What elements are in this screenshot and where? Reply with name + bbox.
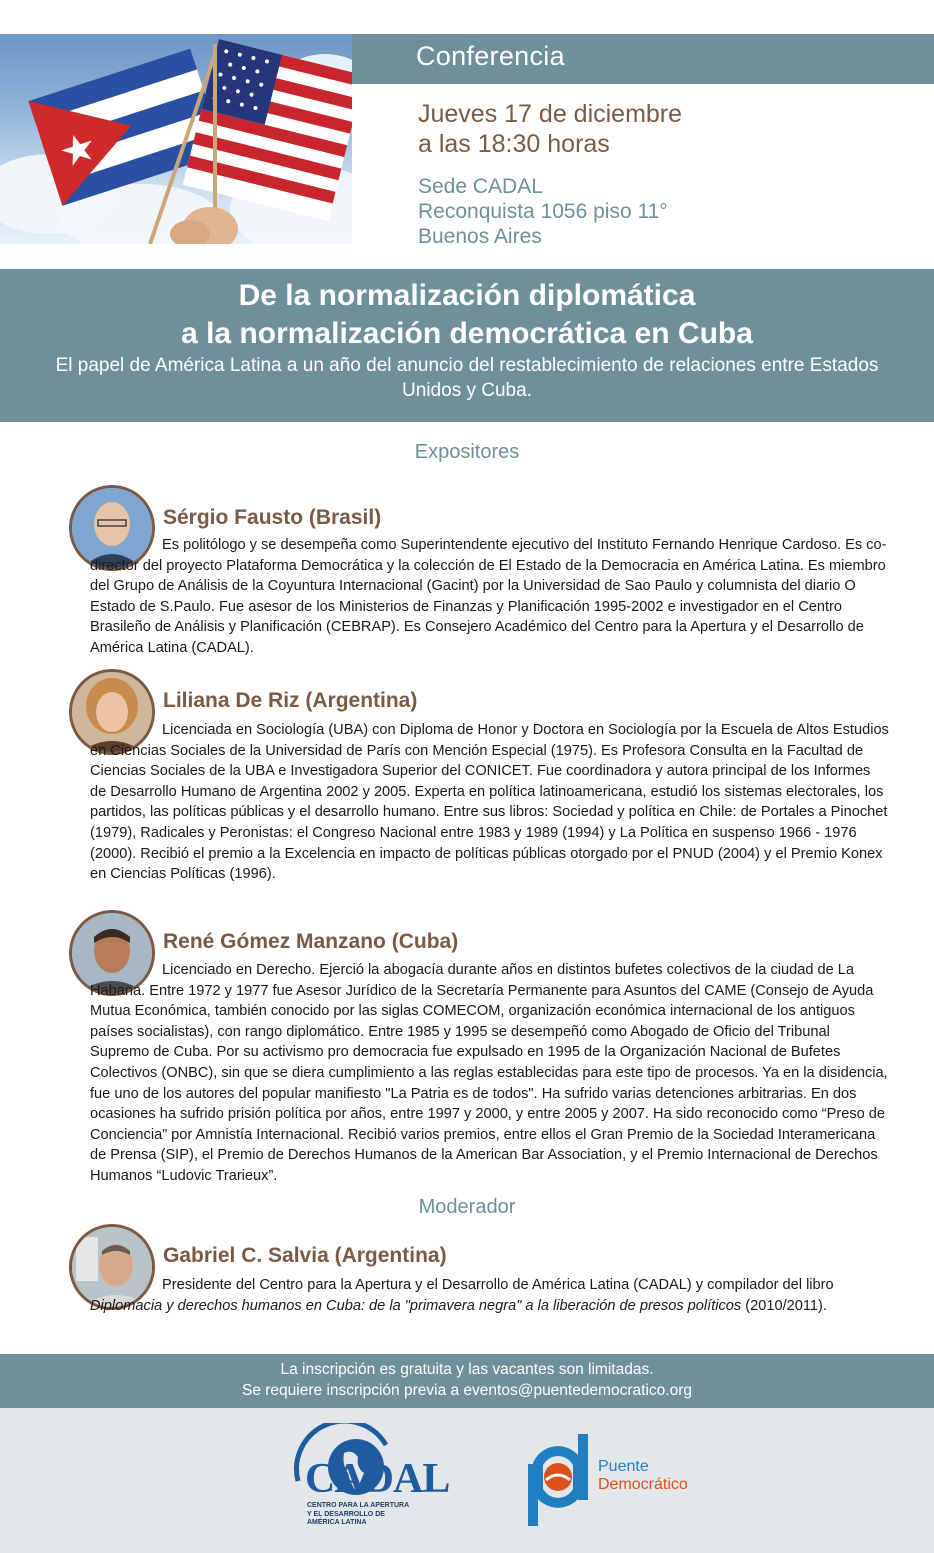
- pd-logo-word-2: Democrático: [598, 1476, 688, 1493]
- speakers-heading: Expositores: [414, 441, 520, 463]
- logo-band: [0, 1408, 934, 1553]
- event-date: [418, 99, 682, 159]
- event-venue: [418, 174, 668, 249]
- cadal-sub-line: CENTRO PARA LA APERTURA: [307, 1502, 410, 1509]
- pd-logo-word-1: Puente: [598, 1458, 649, 1475]
- registration-band: [0, 1354, 934, 1408]
- speaker-bio-fausto: [90, 535, 890, 659]
- speaker-name-deriz: Liliana De Riz (Argentina): [163, 689, 418, 712]
- venue-city: Buenos Aires: [418, 225, 542, 248]
- moderator-heading: Moderador: [418, 1196, 516, 1218]
- moderator-bio-end: (2010/2011).: [745, 1297, 827, 1314]
- moderator-bio: [90, 1275, 890, 1316]
- cadal-logo-name: CADAL: [305, 1456, 450, 1502]
- top-margin: [0, 0, 934, 34]
- title-line-2: a la normalización democrática en Cuba: [181, 317, 753, 350]
- registration-line-1: La inscripción es gratuita y las vacantes son limitadas.: [280, 1361, 654, 1378]
- puente-democratico-logo-icon: [524, 1430, 594, 1530]
- speaker-bio-text: Es politólogo y se desempeña como Superintendente ejecutivo del Instituto Fernando Henrique Cardoso. Es co-director del proyecto Plataforma Democrática y la colección de El Estado de la Democracia en América Latina. Es miembro del Grupo de Análisis de la Coyuntura Internacional (Gacint) por la Universidad de Sao Paulo y columnista del diario O Estado de S.Paulo. Fue asesor de los Ministerios de Finanzas y Planificación 1995-2002 e investigador en el Centro Brasileño de Análisis y Planificación (CEBRAP). Es Consejero Académico del Centro para la Apertura y el Desarrollo de América Latina (CADAL).: [90, 537, 887, 656]
- title-line-1: De la normalización diplomática: [238, 279, 696, 312]
- speaker-name-gomez: René Gómez Manzano (Cuba): [163, 930, 459, 953]
- subtitle: El papel de América Latina a un año del anuncio del restablecimiento de relaciones entre Estados Unidos y Cuba.: [55, 355, 879, 401]
- venue-name: Sede CADAL: [418, 175, 543, 198]
- speaker-bio-deriz: [90, 720, 890, 885]
- venue-address: Reconquista 1056 piso 11°: [418, 200, 668, 223]
- conference-band: [352, 34, 934, 84]
- speaker-bio-text: Licenciado en Derecho. Ejerció la abogacía durante años en distintos bufetes colectivos de la ciudad de La Habana. Entre 1972 y 1977 fue Asesor Jurídico de la Secretaría Permanente para Asuntos del CAME (Consejo de Ayuda Mutua Económica, también conocido por las siglas COMECOM, organización económica internacional de los antiguos países socialistas), con rango diplomático. Entre 1985 y 1995 se desempeñó como Abogado de Oficio del Tribunal Supremo de Cuba. Por su activismo pro democracia fue expulsado en 1995 de la Organización Nacional de Bufetes Colectivos (ONBC), sin que se diera cumplimiento a las reglas establecidas para este tipo de procesos. Ya en la disidencia, fue uno de los autores del popular manifiesto "La Patria es de todos". Ha sufrido varias detenciones arbitrarias. En dos ocasiones ha sufrido prisión política por años, entre 1997 y 2000, y entre 2005 y 2007. Ha sido reconocido como “Preso de Conciencia” por Amnistía Internacional. Recibió varios premios, entre ellos el Gran Premio de la Sociedad Interamericana de Prensa (SIP), el Premio de Derechos Humanos de la American Bar Association, y el Premio Internacional de Derechos Humanos “Ludovic Trarieux”.: [90, 962, 888, 1184]
- conference-label: Conferencia: [416, 41, 565, 71]
- speaker-name-fausto: Sérgio Fausto (Brasil): [163, 506, 382, 529]
- registration-line-2: Se requiere inscripción previa a eventos@puentedemocratico.org: [242, 1382, 692, 1399]
- cadal-sub-line: AMÉRICA LATINA: [307, 1519, 367, 1526]
- moderator-bio-start: Presidente del Centro para la Apertura y el Desarrollo de América Latina (CADAL) y compilador del libro: [162, 1277, 834, 1293]
- flags-photo: [0, 34, 352, 244]
- cadal-sub-line: Y EL DESARROLLO DE: [307, 1510, 385, 1518]
- speaker-bio-text: Licenciada en Sociología (UBA) con Diploma de Honor y Doctora en Sociología por la Escuela de Altos Estudios en Ciencias Sociales de la Universidad de París con Mención Especial (1975). Es Profesora Consulta en la Facultad de Ciencias Sociales de la UBA e Investigadora Superior del CONICET. Fue coordinadora y autora principal de los Informes de Desarrollo Humano de Argentina 2002 y 2005. Experta en política latinoamericana, estudió los sistemas electorales, los partidos, las políticas públicas y el desarrollo humano. Entre sus libros: Sociedad y política en Chile: de Portales a Pinochet (1979), Radicales y Peronistas: el Congreso Nacional entre 1983 y 1989 (1994) y La Política en suspenso 1966 - 1976 (2000). Recibió el premio a la Excelencia en impacto de políticas públicas otorgado por el PNUD (2004) y el Premio Konex en Ciencias Políticas (1996).: [90, 722, 889, 883]
- event-time-line: a las 18:30 horas: [418, 130, 610, 158]
- event-date-line: Jueves 17 de diciembre: [418, 100, 683, 128]
- cadal-logo-subtitle: [307, 1502, 427, 1528]
- speaker-bio-gomez: [90, 960, 890, 1187]
- moderator-book-title: Diplomacia y derechos humanos en Cuba: de la "primavera negra" a la liberación de presos políticos: [90, 1297, 742, 1314]
- moderator-name: Gabriel C. Salvia (Argentina): [163, 1244, 447, 1267]
- puente-democratico-logo-text: [598, 1458, 688, 1494]
- title-band: [0, 269, 934, 422]
